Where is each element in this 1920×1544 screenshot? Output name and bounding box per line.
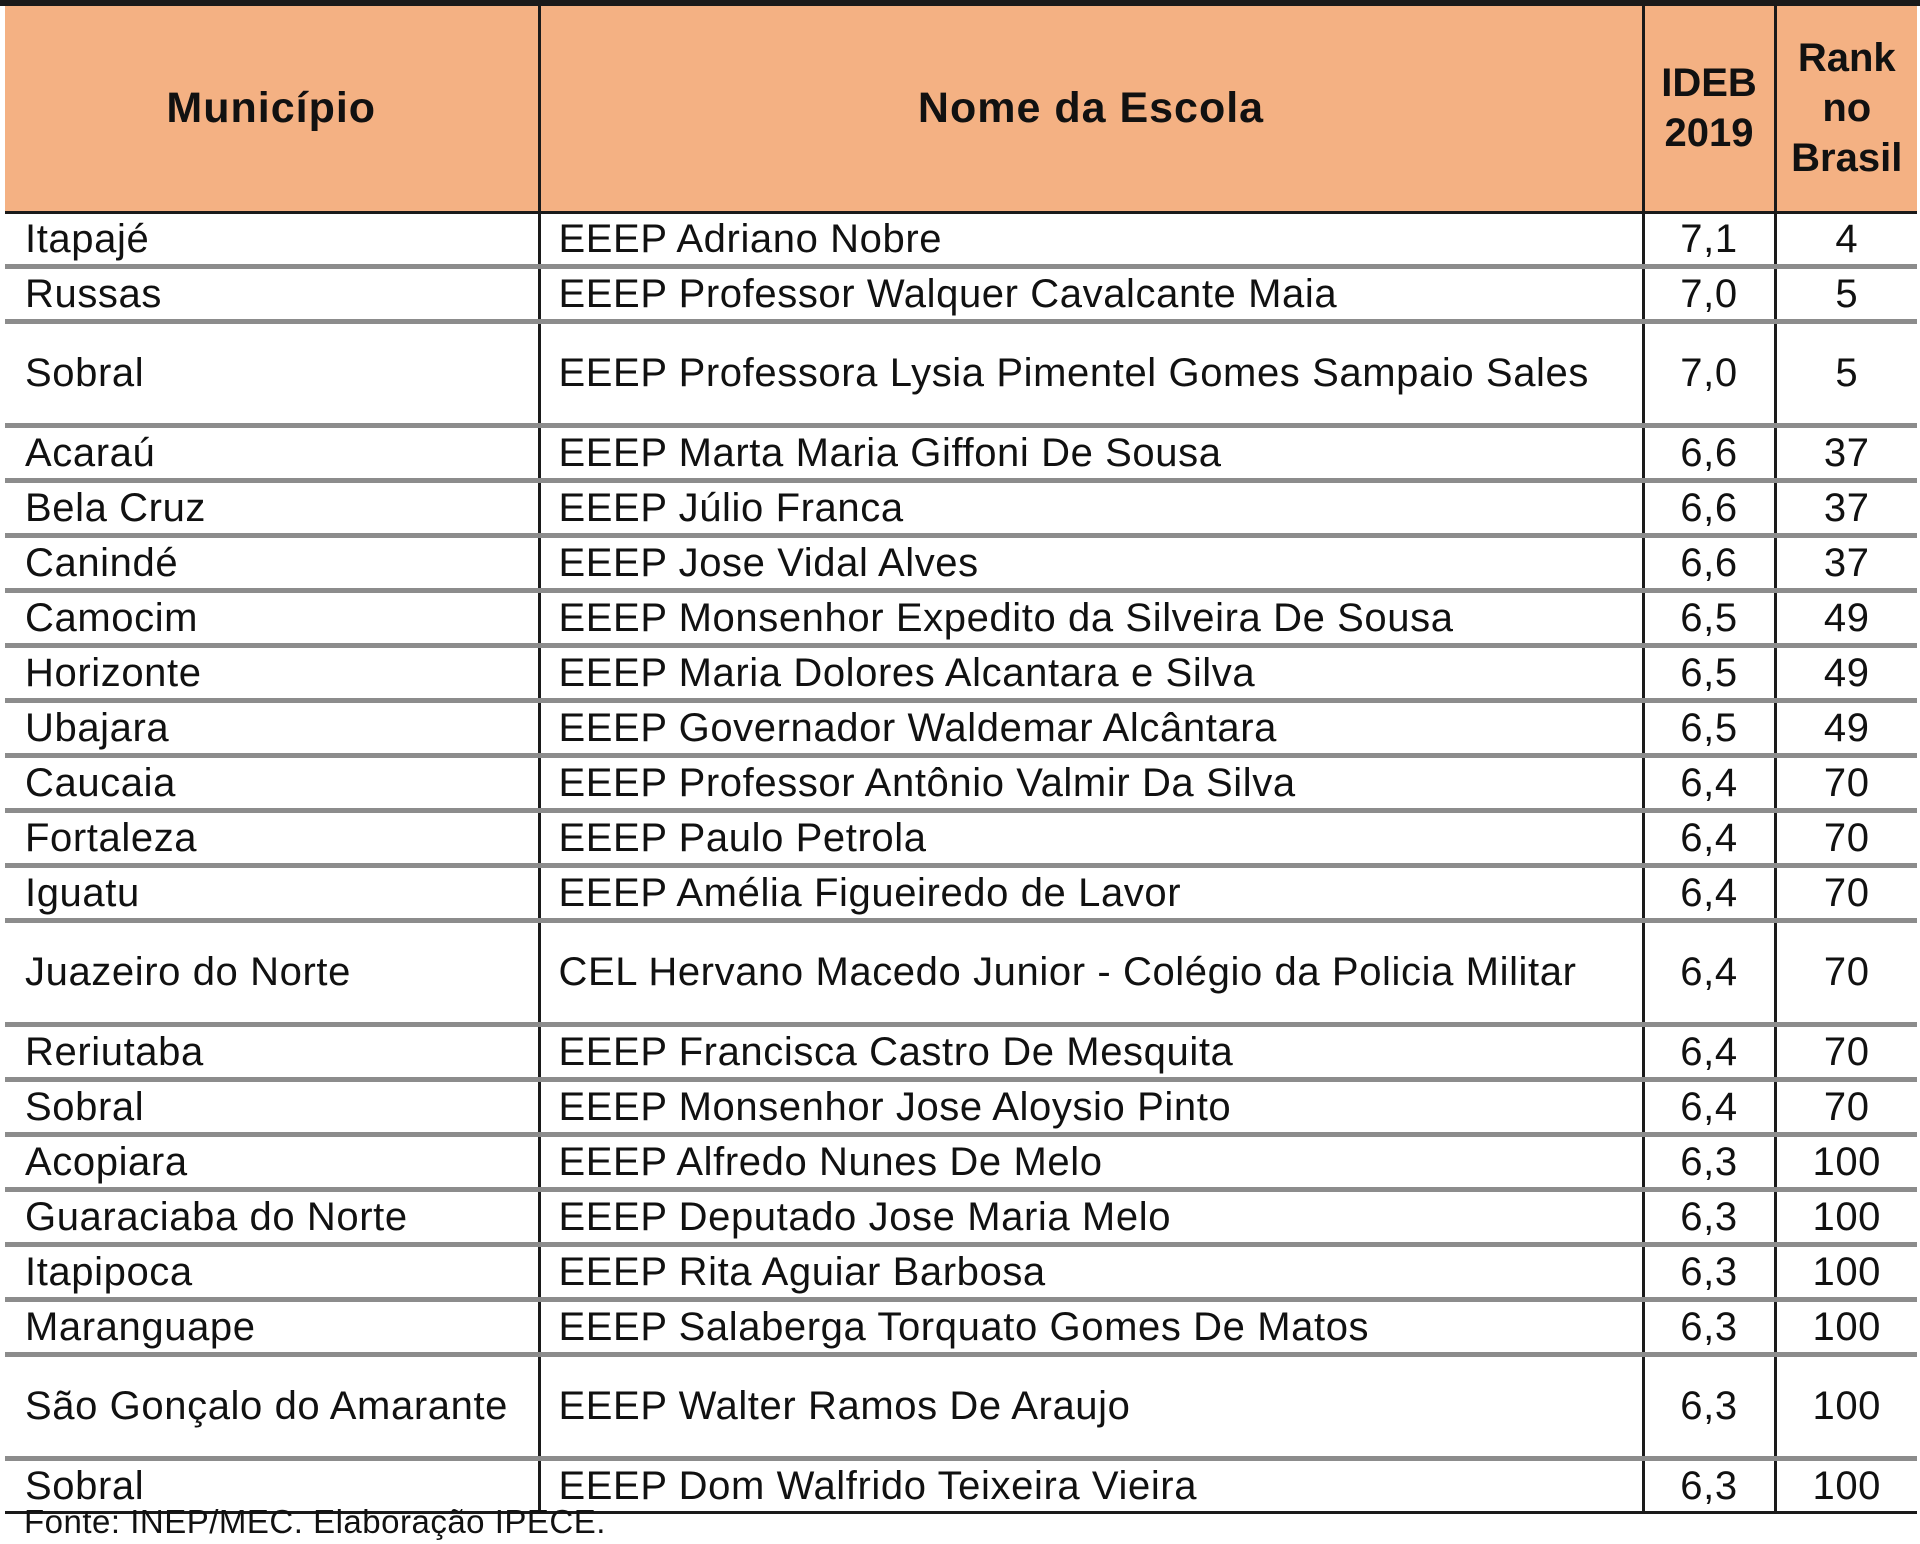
table-row	[5, 645, 1917, 700]
table-row	[5, 321, 1917, 425]
cell-municipio: Sobral	[5, 1458, 539, 1512]
cell-escola: EEEP Monsenhor Expedito da Silveira De Sousa	[539, 590, 1643, 645]
table-row	[5, 865, 1917, 920]
cell-rank: 70	[1775, 810, 1917, 865]
schools-table	[5, 6, 1917, 1514]
cell-rank: 100	[1775, 1189, 1917, 1244]
table-row	[5, 920, 1917, 1024]
header-rank: Rank no Brasil	[1775, 6, 1917, 212]
cell-escola: EEEP Walter Ramos De Araujo	[539, 1354, 1643, 1458]
cell-ideb: 6,4	[1643, 1079, 1775, 1134]
cell-ideb: 6,3	[1643, 1354, 1775, 1458]
cell-municipio: Itapipoca	[5, 1244, 539, 1299]
cell-municipio: Sobral	[5, 321, 539, 425]
cell-rank: 70	[1775, 920, 1917, 1024]
cell-ideb: 6,4	[1643, 865, 1775, 920]
cell-escola: EEEP Governador Waldemar Alcântara	[539, 700, 1643, 755]
table-header	[5, 6, 1917, 212]
cell-ideb: 6,4	[1643, 755, 1775, 810]
cell-rank: 49	[1775, 700, 1917, 755]
cell-rank: 70	[1775, 865, 1917, 920]
table-row	[5, 480, 1917, 535]
cell-rank: 70	[1775, 755, 1917, 810]
cell-municipio: Acaraú	[5, 425, 539, 480]
cell-escola: EEEP Professor Antônio Valmir Da Silva	[539, 755, 1643, 810]
cell-ideb: 6,5	[1643, 590, 1775, 645]
cell-escola: EEEP Francisca Castro De Mesquita	[539, 1024, 1643, 1079]
cell-ideb: 6,3	[1643, 1299, 1775, 1354]
cell-ideb: 6,6	[1643, 480, 1775, 535]
cell-escola: EEEP Jose Vidal Alves	[539, 535, 1643, 590]
cell-escola: EEEP Amélia Figueiredo de Lavor	[539, 865, 1643, 920]
cell-ideb: 6,6	[1643, 535, 1775, 590]
cell-escola: EEEP Salaberga Torquato Gomes De Matos	[539, 1299, 1643, 1354]
cell-escola: EEEP Maria Dolores Alcantara e Silva	[539, 645, 1643, 700]
cell-rank: 100	[1775, 1244, 1917, 1299]
cell-rank: 37	[1775, 535, 1917, 590]
cell-escola: EEEP Paulo Petrola	[539, 810, 1643, 865]
cell-rank: 4	[1775, 212, 1917, 266]
header-ideb: IDEB 2019	[1643, 6, 1775, 212]
table-body	[5, 212, 1917, 1512]
table-row	[5, 1354, 1917, 1458]
cell-escola: EEEP Rita Aguiar Barbosa	[539, 1244, 1643, 1299]
table-row	[5, 535, 1917, 590]
table-row	[5, 212, 1917, 266]
cell-rank: 100	[1775, 1354, 1917, 1458]
cell-municipio: Acopiara	[5, 1134, 539, 1189]
cell-rank: 49	[1775, 645, 1917, 700]
cell-municipio: Sobral	[5, 1079, 539, 1134]
table-row	[5, 1079, 1917, 1134]
cell-ideb: 7,0	[1643, 266, 1775, 321]
cell-rank: 70	[1775, 1024, 1917, 1079]
cell-ideb: 7,0	[1643, 321, 1775, 425]
source-note: Fonte: INEP/MEC. Elaboração IPECE.	[24, 1503, 606, 1540]
table-row	[5, 810, 1917, 865]
cell-municipio: Maranguape	[5, 1299, 539, 1354]
cell-rank: 100	[1775, 1134, 1917, 1189]
cell-escola: EEEP Dom Walfrido Teixeira Vieira	[539, 1458, 1643, 1512]
cell-escola: EEEP Deputado Jose Maria Melo	[539, 1189, 1643, 1244]
cell-rank: 70	[1775, 1079, 1917, 1134]
cell-ideb: 7,1	[1643, 212, 1775, 266]
cell-rank: 37	[1775, 425, 1917, 480]
cell-municipio: Bela Cruz	[5, 480, 539, 535]
cell-ideb: 6,3	[1643, 1244, 1775, 1299]
cell-municipio: Russas	[5, 266, 539, 321]
cell-municipio: Horizonte	[5, 645, 539, 700]
table-row	[5, 266, 1917, 321]
cell-municipio: Reriutaba	[5, 1024, 539, 1079]
cell-escola: EEEP Alfredo Nunes De Melo	[539, 1134, 1643, 1189]
cell-ideb: 6,5	[1643, 645, 1775, 700]
table-row	[5, 590, 1917, 645]
cell-municipio: São Gonçalo do Amarante	[5, 1354, 539, 1458]
table-row	[5, 425, 1917, 480]
cell-rank: 100	[1775, 1458, 1917, 1512]
header-escola: Nome da Escola	[539, 6, 1643, 212]
cell-escola: EEEP Júlio Franca	[539, 480, 1643, 535]
cell-ideb: 6,4	[1643, 1024, 1775, 1079]
table-row	[5, 700, 1917, 755]
header-municipio: Município	[5, 6, 539, 212]
cell-escola: EEEP Professor Walquer Cavalcante Maia	[539, 266, 1643, 321]
cell-rank: 5	[1775, 266, 1917, 321]
table-row	[5, 1024, 1917, 1079]
cell-escola: EEEP Monsenhor Jose Aloysio Pinto	[539, 1079, 1643, 1134]
cell-municipio: Canindé	[5, 535, 539, 590]
cell-ideb: 6,4	[1643, 810, 1775, 865]
table-row	[5, 1244, 1917, 1299]
table-row	[5, 1189, 1917, 1244]
table-row	[5, 1134, 1917, 1189]
cell-municipio: Juazeiro do Norte	[5, 920, 539, 1024]
cell-ideb: 6,4	[1643, 920, 1775, 1024]
cell-rank: 100	[1775, 1299, 1917, 1354]
table-row	[5, 1299, 1917, 1354]
cell-municipio: Itapajé	[5, 212, 539, 266]
cell-escola: EEEP Marta Maria Giffoni De Sousa	[539, 425, 1643, 480]
cell-ideb: 6,3	[1643, 1134, 1775, 1189]
cell-municipio: Camocim	[5, 590, 539, 645]
cell-municipio: Fortaleza	[5, 810, 539, 865]
cell-municipio: Iguatu	[5, 865, 539, 920]
cell-ideb: 6,3	[1643, 1189, 1775, 1244]
cell-escola: EEEP Professora Lysia Pimentel Gomes Sampaio Sales	[539, 321, 1643, 425]
cell-escola: CEL Hervano Macedo Junior - Colégio da Policia Militar	[539, 920, 1643, 1024]
cell-rank: 37	[1775, 480, 1917, 535]
cell-escola: EEEP Adriano Nobre	[539, 212, 1643, 266]
header-row	[5, 6, 1917, 212]
cell-municipio: Caucaia	[5, 755, 539, 810]
cell-municipio: Ubajara	[5, 700, 539, 755]
table-row	[5, 755, 1917, 810]
cell-ideb: 6,5	[1643, 700, 1775, 755]
cell-ideb: 6,6	[1643, 425, 1775, 480]
cell-rank: 49	[1775, 590, 1917, 645]
cell-municipio: Guaraciaba do Norte	[5, 1189, 539, 1244]
cell-rank: 5	[1775, 321, 1917, 425]
cell-ideb: 6,3	[1643, 1458, 1775, 1512]
